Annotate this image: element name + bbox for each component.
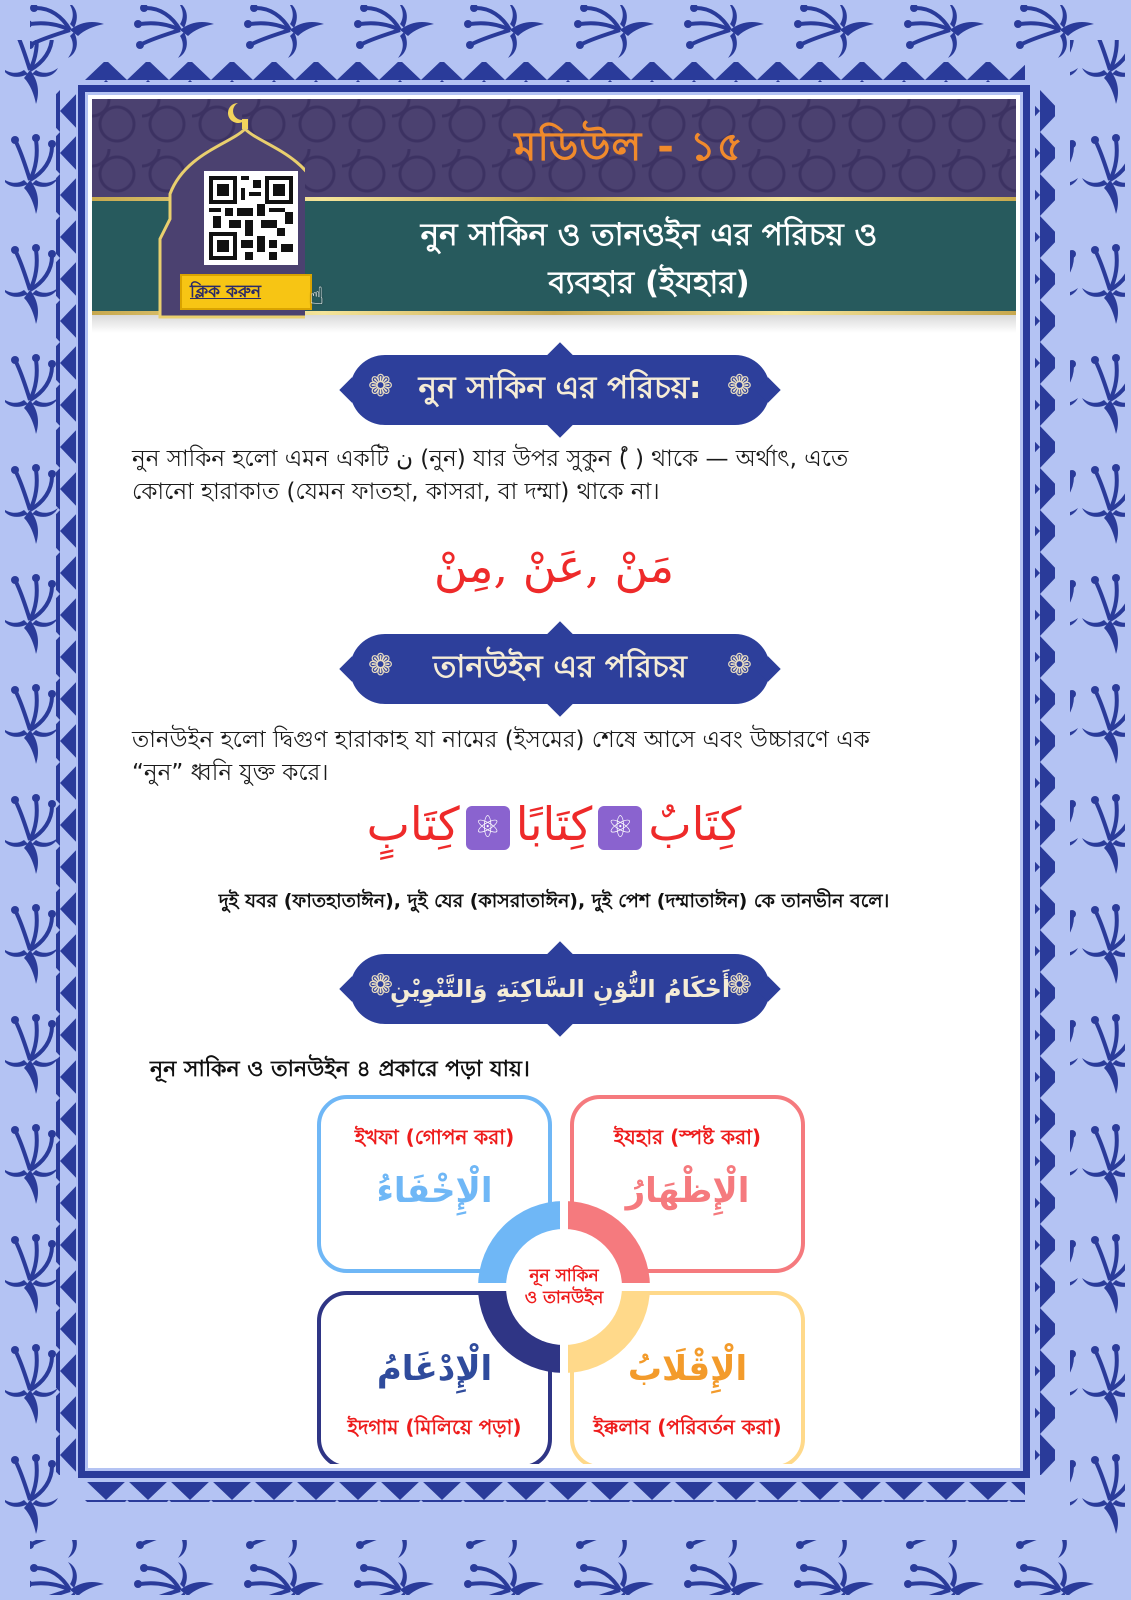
center-label [506, 1229, 622, 1345]
definition-line: কোনো হারাকাত (যেমন ফাতহা, কাসরা, বা দম্মা) থাকে না। [132, 479, 660, 505]
tanween-note: দুই যবর (ফাতহাতাঈন), দুই যের (কাসরাতাঈন), দুই পেশ (দম্মাতাঈন) কে তানভীন বলে। [218, 890, 890, 912]
type-label: ইদগাম (মিলিয়ে পড়া) [347, 1415, 522, 1439]
section-banner-nun-sakin [350, 355, 770, 425]
atom-icon: ⚛ [598, 806, 642, 850]
floral-ornament-icon: ❁ [726, 968, 752, 1003]
lesson-title-line2: ব্যবহার (ইযহার) [548, 265, 750, 301]
nun-sakin-examples: مَنْ ,عَنْ ,مِنْ [433, 539, 675, 593]
type-arabic: الْإِدْغَامُ [376, 1349, 493, 1389]
floral-ornament-icon: ❁ [368, 968, 394, 1003]
center-label-line: নূন সাকিন [529, 1266, 599, 1286]
atom-icon: ⚛ [466, 806, 510, 850]
type-arabic: الْإِقْلَابُ [627, 1349, 748, 1389]
definition-line: তানউইন হলো দ্বিগুণ হারাকাহ যা নামের (ইসমের) শেষে আসে এবং উচ্চারণে এক [132, 727, 870, 753]
lesson-title-line1: নুন সাকিন ও তানওইন এর পরিচয় ও [420, 217, 878, 253]
floral-ornament-icon: ❁ [368, 369, 394, 404]
type-label: ইখফা (গোপন করা) [354, 1125, 515, 1149]
click-here-label: ক্লিক করুন [190, 282, 262, 302]
tanween-example: كِتَابًا [515, 797, 593, 851]
module-title: মডিউল - ১৫ [514, 124, 744, 170]
floral-ornament-icon: ❁ [368, 648, 394, 683]
tanween-examples [92, 797, 1016, 851]
banner-title: নুন সাকিন এর পরিচয়: [418, 370, 702, 406]
qr-code[interactable] [204, 171, 298, 265]
type-label: ইক্কলাব (পরিবর্তন করা) [593, 1415, 782, 1439]
tanween-example: كِتَابٍ [366, 797, 460, 851]
nun-sakin-definition [132, 443, 991, 509]
types-heading: নূন সাকিন ও তানউইন ৪ প্রকারে পড়া যায়। [150, 1057, 530, 1082]
content-frame [78, 85, 1030, 1478]
center-label-line: ও তানউইন [524, 1288, 604, 1308]
pointing-hand-icon: ☝ [309, 282, 324, 310]
section-banner-ahkam [350, 954, 770, 1024]
lesson-title [362, 211, 936, 307]
click-here-button[interactable] [180, 274, 324, 310]
type-arabic: الْإِظْهَارُ [625, 1171, 750, 1211]
definition-line: নুন সাকিন হলো এমন একটি ن (নুন) যার উপর সুকুন (ْ ) থাকে — অর্থাৎ, এতে [132, 446, 849, 472]
tanween-definition [132, 724, 991, 790]
mosque-qr-badge [130, 99, 324, 319]
qr-code-icon [209, 176, 293, 260]
type-arabic: الْإِخْفَاءُ [376, 1171, 493, 1211]
floral-ornament-icon: ❁ [726, 369, 752, 404]
floral-ornament-icon: ❁ [726, 648, 752, 683]
definition-line: “নুন” ধ্বনি যুক্ত করে। [132, 760, 329, 786]
section-banner-tanween [350, 634, 770, 704]
type-label: ইযহার (স্পষ্ট করা) [613, 1125, 762, 1149]
banner-title: তানউইন এর পরিচয় [433, 649, 687, 685]
tanween-example: كِتَابٌ [648, 797, 742, 851]
banner-title: أَحْكَامُ النُّوْنِ السَّاكِنَةِ وَالتَّنْوِيْنِ [389, 975, 731, 1003]
